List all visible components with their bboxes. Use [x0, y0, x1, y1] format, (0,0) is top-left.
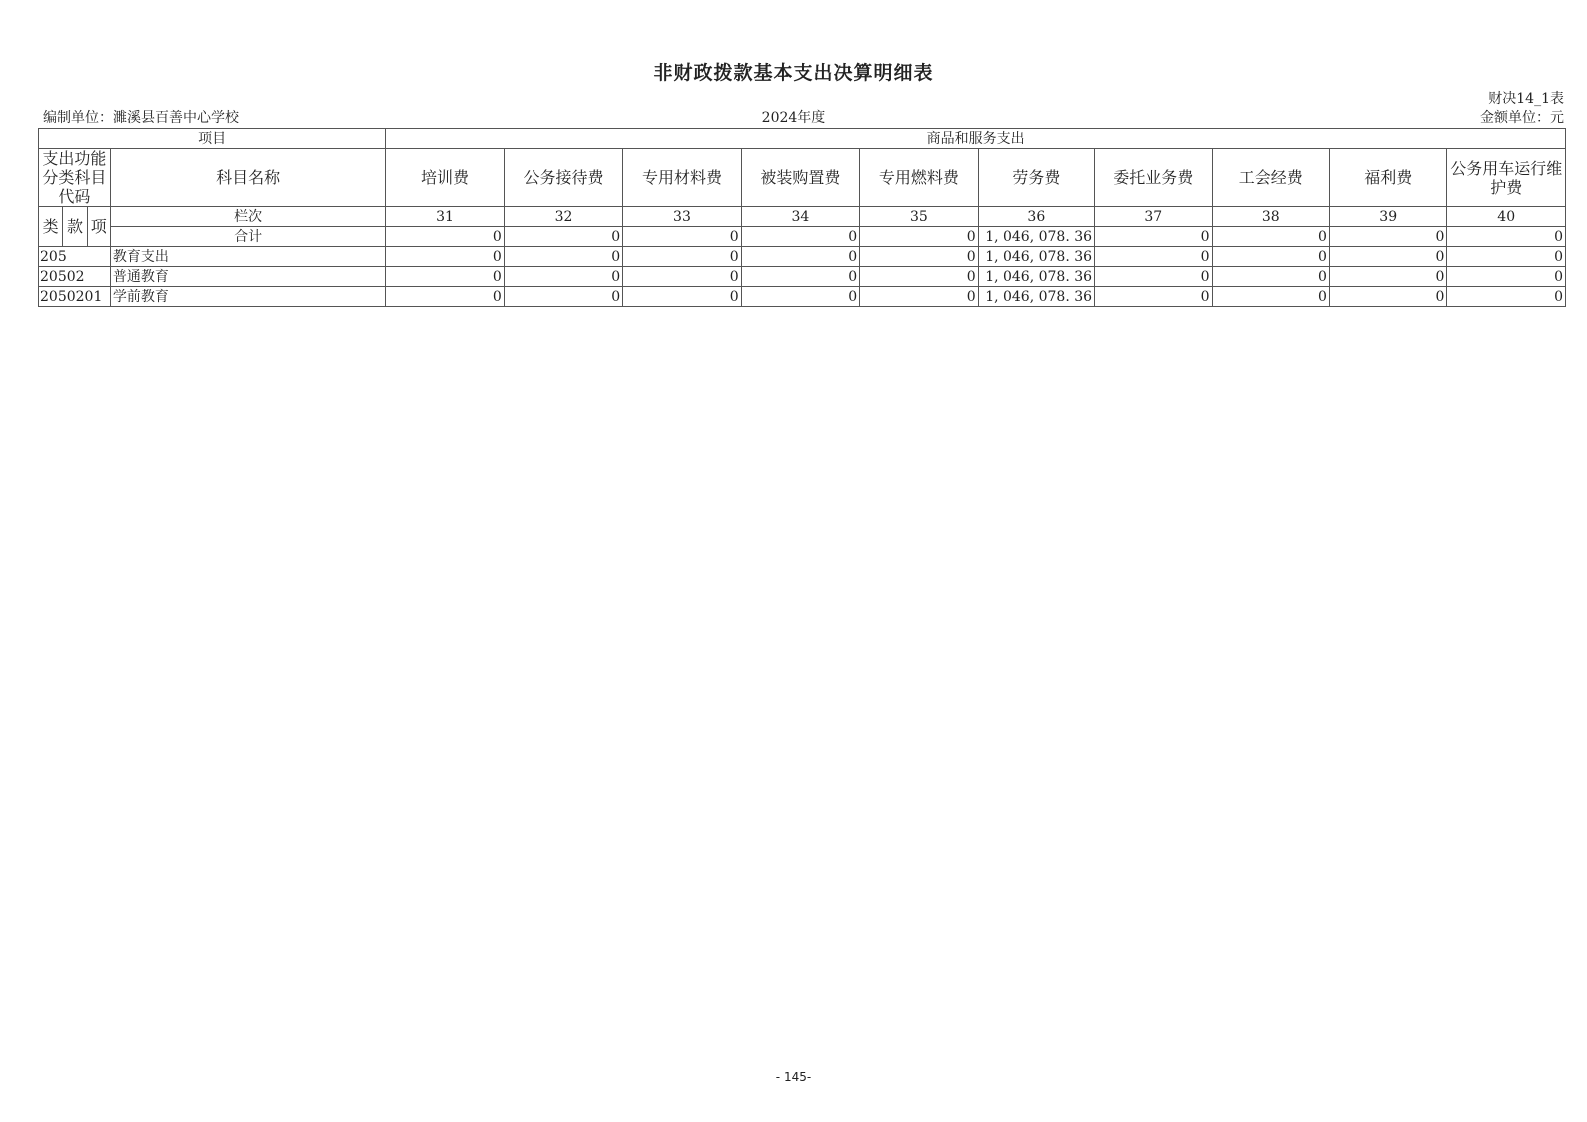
- col-number: 38: [1212, 207, 1329, 227]
- kuan-header: 款: [63, 207, 87, 247]
- subject-name: 学前教育: [110, 287, 385, 307]
- table-cell: 1, 046, 078. 36: [978, 267, 1094, 287]
- table-cell: 0: [860, 287, 978, 307]
- table-cell: 0: [386, 267, 504, 287]
- reporting-unit: 编制单位：濉溪县百善中心学校: [43, 110, 239, 126]
- col-header: 公务接待费: [504, 149, 622, 207]
- table-cell: 0: [1447, 267, 1566, 287]
- col-header: 劳务费: [978, 149, 1094, 207]
- table-cell: 0: [860, 247, 978, 267]
- col-number: 39: [1329, 207, 1446, 227]
- table-cell: 0: [623, 267, 741, 287]
- report-meta: [0, 107, 1587, 125]
- total-row: [39, 227, 1566, 247]
- table-cell: 0: [623, 227, 741, 247]
- subject-name: 普通教育: [110, 267, 385, 287]
- header-row-2: [39, 149, 1566, 207]
- project-header: 项目: [39, 129, 386, 149]
- col-header: 被装购置费: [741, 149, 859, 207]
- table-cell: 0: [504, 227, 622, 247]
- function-code-header: 支出功能分类科目代码: [39, 149, 111, 207]
- subject-code: 2050201: [39, 287, 111, 307]
- goods-services-header: 商品和服务支出: [386, 129, 1566, 149]
- expenditure-table: [38, 128, 1566, 307]
- subject-code: 20502: [39, 267, 111, 287]
- subject-name-header: 科目名称: [110, 149, 385, 207]
- col-number: 40: [1447, 207, 1566, 227]
- table-cell: 0: [1095, 287, 1212, 307]
- amount-unit: 金额单位：元: [1480, 110, 1564, 126]
- table-cell: 0: [1447, 247, 1566, 267]
- report-title: 非财政拨款基本支出决算明细表: [653, 62, 934, 84]
- header-row-1: [39, 129, 1566, 149]
- col-header: 培训费: [386, 149, 504, 207]
- col-header: 福利费: [1329, 149, 1446, 207]
- table-cell: 0: [860, 267, 978, 287]
- table-cell: 1, 046, 078. 36: [978, 247, 1094, 267]
- form-number: 财决14_1表: [1488, 91, 1564, 107]
- total-label: 合计: [110, 227, 385, 247]
- page-number: - 145-: [775, 1070, 812, 1084]
- table-cell: 0: [741, 247, 859, 267]
- table-cell: 0: [1447, 287, 1566, 307]
- table-cell: 0: [504, 247, 622, 267]
- table-cell: 0: [860, 227, 978, 247]
- col-number: 37: [1095, 207, 1212, 227]
- table-cell: 0: [504, 287, 622, 307]
- table-cell: 0: [1447, 227, 1566, 247]
- table-cell: 0: [1212, 247, 1329, 267]
- table-cell: 0: [623, 247, 741, 267]
- col-number: 34: [741, 207, 859, 227]
- table-row: [39, 267, 1566, 287]
- table-cell: 0: [623, 287, 741, 307]
- table-cell: 0: [386, 227, 504, 247]
- table-cell: 0: [1095, 227, 1212, 247]
- col-header: 专用材料费: [623, 149, 741, 207]
- col-number: 33: [623, 207, 741, 227]
- subject-name: 教育支出: [110, 247, 385, 267]
- table-cell: 0: [1329, 227, 1446, 247]
- col-header: 公务用车运行维护费: [1447, 149, 1566, 207]
- table-cell: 0: [1329, 287, 1446, 307]
- table-cell: 0: [1329, 267, 1446, 287]
- xiang-header: 项: [87, 207, 110, 247]
- col-header: 专用燃料费: [860, 149, 978, 207]
- subject-code: 205: [39, 247, 111, 267]
- table-cell: 0: [1095, 247, 1212, 267]
- table-row: [39, 287, 1566, 307]
- column-number-row: [39, 207, 1566, 227]
- table-cell: 1, 046, 078. 36: [978, 227, 1094, 247]
- table-cell: 0: [1212, 287, 1329, 307]
- col-number: 32: [504, 207, 622, 227]
- lanci-label: 栏次: [110, 207, 385, 227]
- col-number: 36: [978, 207, 1094, 227]
- table-cell: 0: [1212, 267, 1329, 287]
- table-cell: 1, 046, 078. 36: [978, 287, 1094, 307]
- report-year: 2024年度: [761, 110, 826, 126]
- col-number: 35: [860, 207, 978, 227]
- col-header: 工会经费: [1212, 149, 1329, 207]
- table-cell: 0: [1329, 247, 1446, 267]
- table-cell: 0: [741, 227, 859, 247]
- table-cell: 0: [386, 247, 504, 267]
- table-cell: 0: [741, 267, 859, 287]
- col-number: 31: [386, 207, 504, 227]
- table-cell: 0: [504, 267, 622, 287]
- col-header: 委托业务费: [1095, 149, 1212, 207]
- table-cell: 0: [1212, 227, 1329, 247]
- table-cell: 0: [1095, 267, 1212, 287]
- lei-header: 类: [39, 207, 63, 247]
- table-cell: 0: [386, 287, 504, 307]
- table-cell: 0: [741, 287, 859, 307]
- table-row: [39, 247, 1566, 267]
